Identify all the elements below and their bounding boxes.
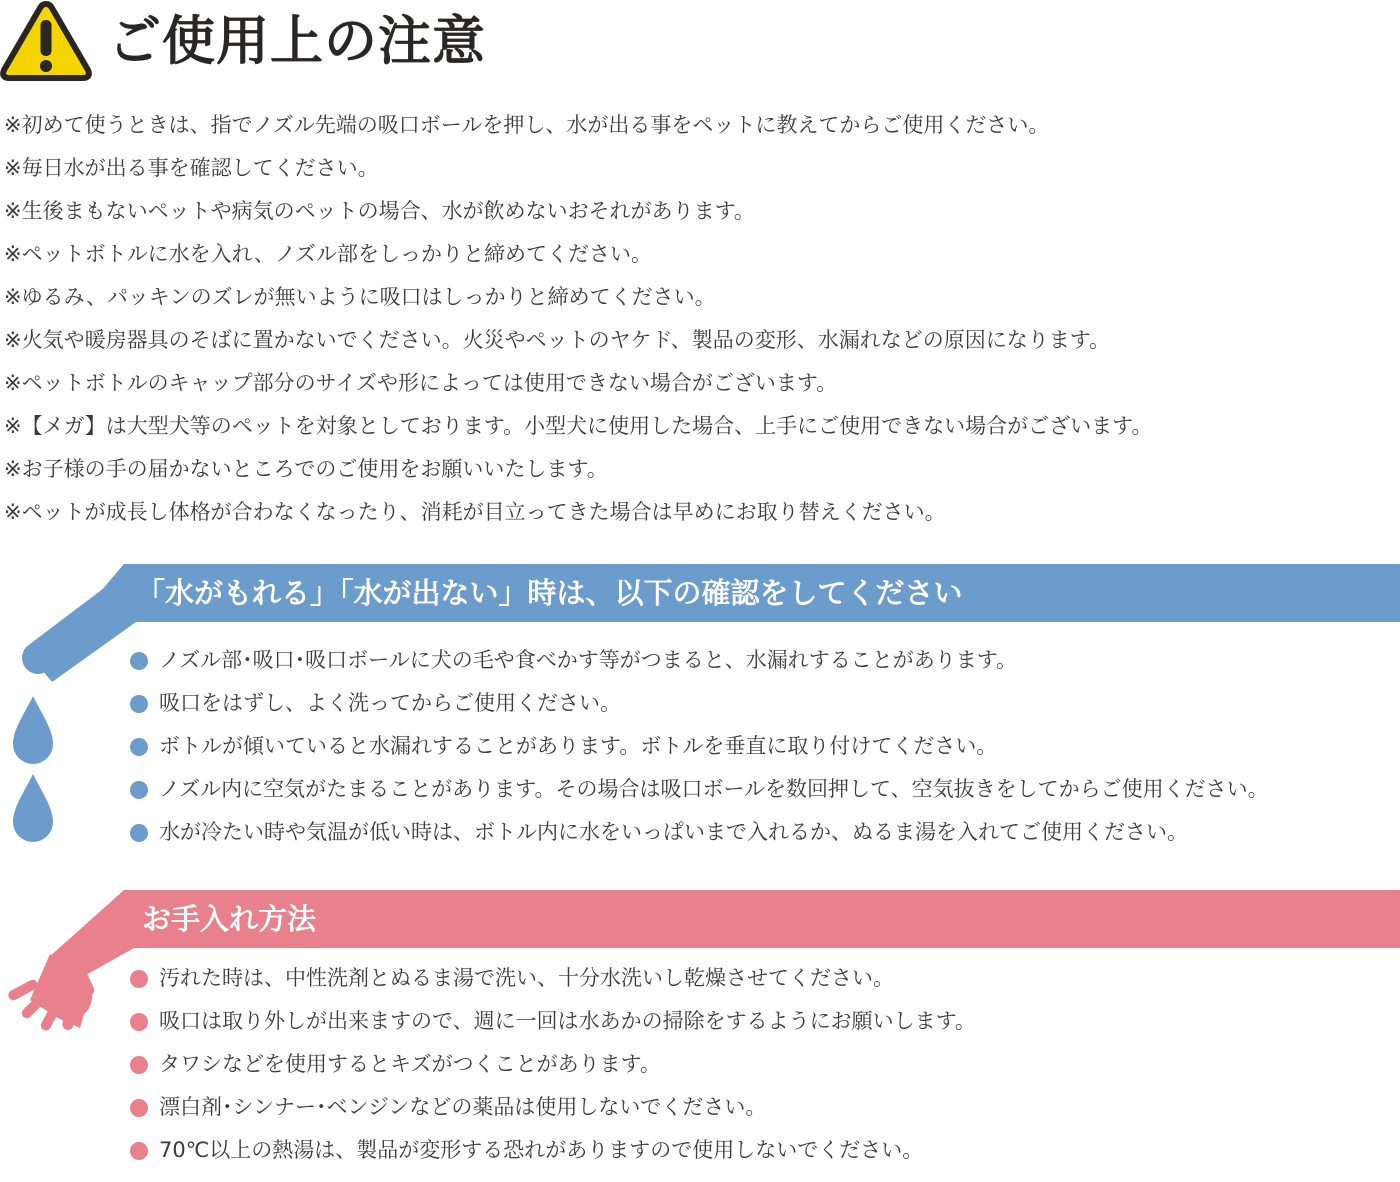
list-item-text: 漂白剤･シンナー･ベンジンなどの薬品は使用しないでください。 (159, 1095, 767, 1119)
list-item (130, 639, 1269, 682)
water-check-list (130, 639, 1269, 854)
list-item (130, 1129, 976, 1172)
list-item (130, 1000, 976, 1043)
page-title: ご使用上の注意 (108, 11, 486, 72)
list-item (130, 957, 976, 1000)
note-item: ※ペットボトルに水を入れ、ノズル部をしっかりと締めてください。 (4, 242, 653, 266)
list-item (130, 811, 1269, 854)
note-item: ※初めて使うときは、指でノズル先端の吸口ボールを押し、水が出る事をペットに教えてからご使用ください。 (4, 113, 1050, 137)
water-check-title: 「水がもれる」「水が出ない」時は、以下の確認をしてください (136, 576, 963, 610)
list-item-text: 吸口をはずし、よく洗ってからご使用ください。 (159, 691, 621, 715)
list-item (130, 682, 1269, 725)
bullet-dot (130, 1013, 148, 1031)
bullet-dot (130, 824, 148, 842)
warning-triangle-icon (0, 0, 92, 82)
note-item: ※火気や暖房器具のそばに置かないでください。火災やペットのヤケド、製品の変形、水漏れなどの原因になります。 (4, 328, 1111, 352)
list-item-text: ノズル部･吸口･吸口ボールに犬の毛や食べかす等がつまると、水漏れすることがあります。 (159, 648, 1018, 672)
water-drop-icon (13, 696, 53, 764)
notes-list (4, 104, 1152, 534)
care-title: お手入れ方法 (142, 902, 317, 936)
list-item-text: ノズル内に空気がたまることがあります。その場合は吸口ボールを数回押して、空気抜きをしてからご使用ください。 (159, 777, 1269, 801)
bullet-dot (130, 781, 148, 799)
note-item: ※お子様の手の届かないところでのご使用をお願いいたします。 (4, 457, 608, 481)
note-item: ※ゆるみ、パッキンのズレが無いように吸口はしっかりと締めてください。 (4, 285, 716, 309)
list-item-text: 水が冷たい時や気温が低い時は、ボトル内に水をいっぱいまで入れるか、ぬるま湯を入れてご使用ください。 (159, 820, 1188, 844)
list-item-text: 汚れた時は、中性洗剤とぬるま湯で洗い、十分水洗いし乾燥させてください。 (159, 966, 894, 990)
note-item: ※毎日水が出る事を確認してください。 (4, 156, 379, 180)
note-item: ※【メガ】は大型犬等のペットを対象としております。小型犬に使用した場合、上手にご使用できない場合がございます。 (4, 414, 1153, 438)
care-list (130, 957, 976, 1172)
water-check-section (0, 562, 1400, 852)
bullet-dot (130, 1099, 148, 1117)
list-item (130, 768, 1269, 811)
list-item-text: タワシなどを使用するとキズがつくことがあります。 (159, 1052, 661, 1076)
bullet-dot (130, 738, 148, 756)
list-item (130, 1086, 976, 1129)
bullet-dot (130, 652, 148, 670)
note-item: ※ペットボトルのキャップ部分のサイズや形によっては使用できない場合がございます。 (4, 371, 838, 395)
bullet-dot (130, 695, 148, 713)
care-section (0, 888, 1400, 1178)
water-drop-icon (13, 774, 53, 842)
list-item (130, 1043, 976, 1086)
bullet-dot (130, 1142, 148, 1160)
list-item (130, 725, 1269, 768)
list-item-text: ボトルが傾いていると水漏れすることがあります。ボトルを垂直に取り付けてください。 (159, 734, 998, 758)
note-item: ※ペットが成長し体格が合わなくなったり、消耗が目立ってきた場合は早めにお取り替えください。 (4, 500, 946, 524)
list-item-text: 吸口は取り外しが出来ますので、週に一回は水あかの掃除をするようにお願いします。 (159, 1009, 976, 1033)
note-item: ※生後まもないペットや病気のペットの場合、水が飲めないおそれがあります。 (4, 199, 755, 223)
bullet-dot (130, 1056, 148, 1074)
bullet-dot (130, 970, 148, 988)
list-item-text: 70℃以上の熱湯は、製品が変形する恐れがありますので使用しないでください。 (159, 1138, 924, 1162)
